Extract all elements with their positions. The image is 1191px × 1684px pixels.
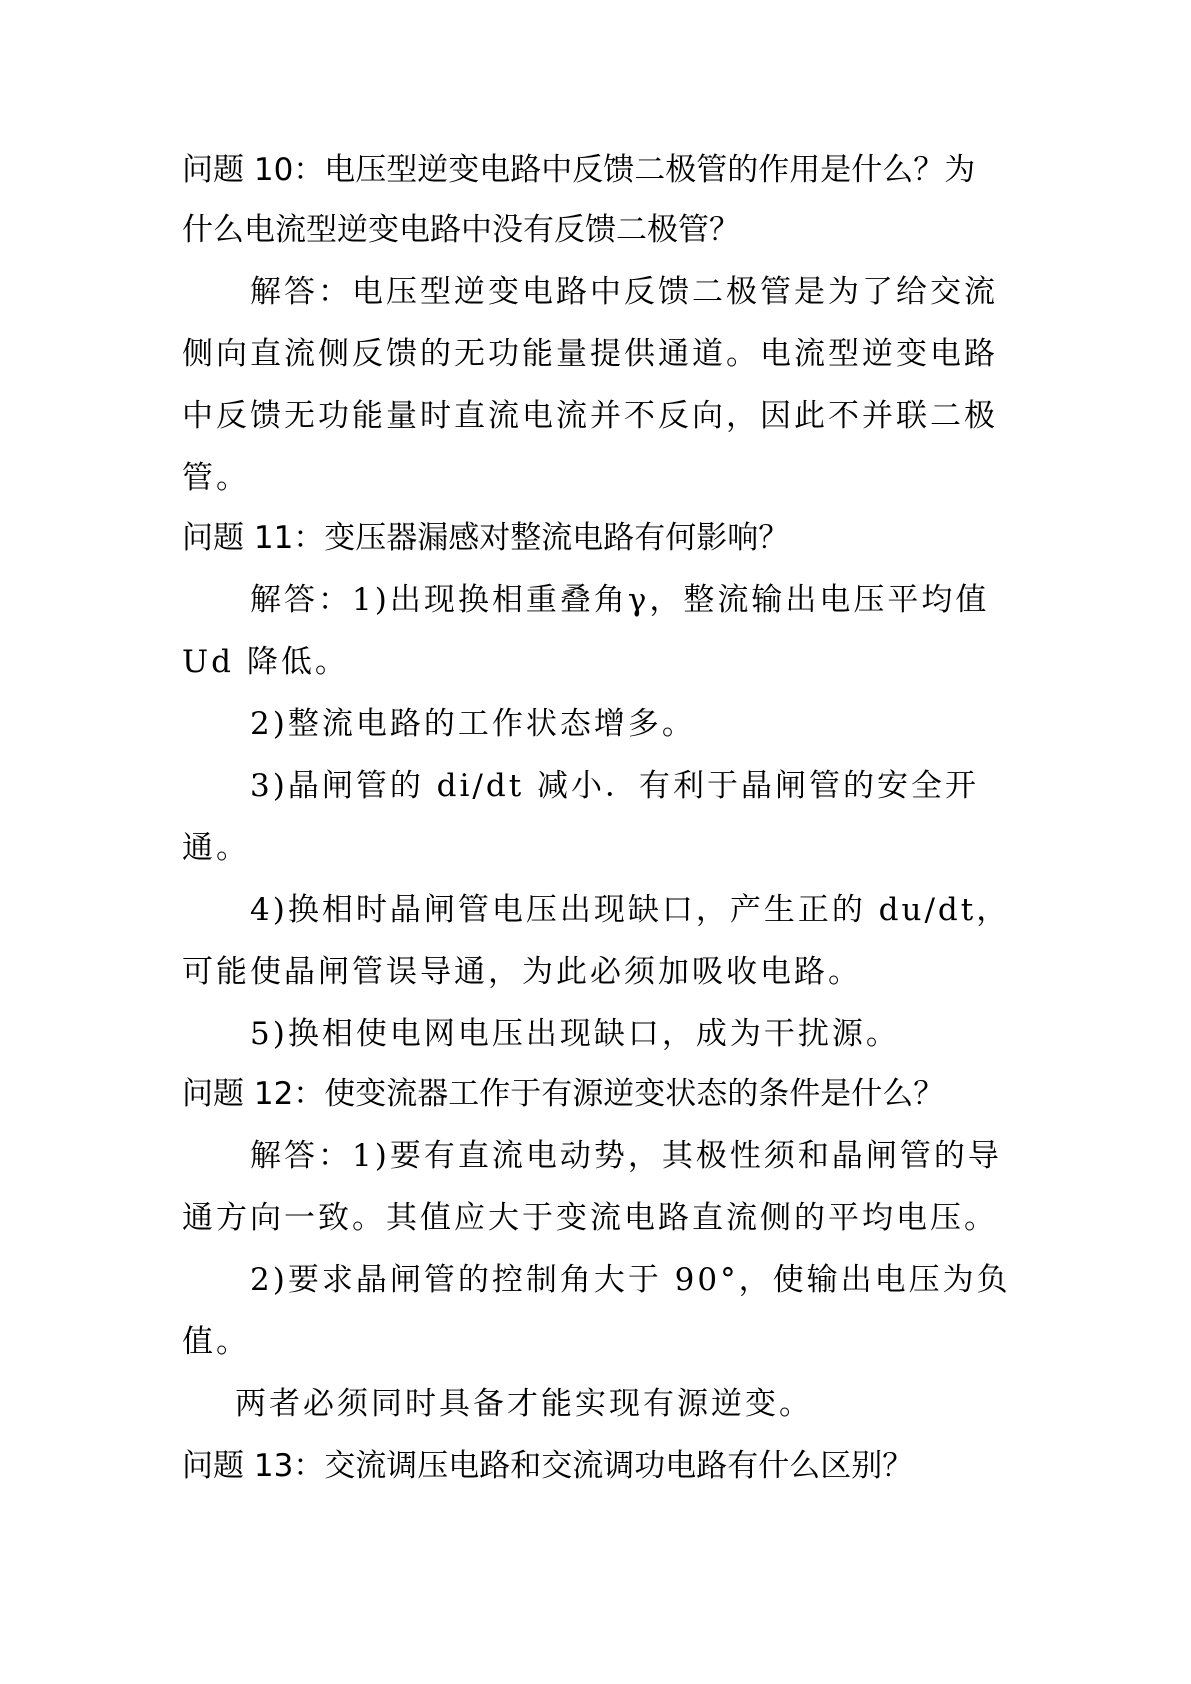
answer-11-item-4-cont: 可能使晶闸管误导通，为此必须加吸收电路。 <box>182 954 862 990</box>
answer-11-item-3: 3)晶闸管的 di/dt 减小．有利于晶闸管的安全开 <box>250 768 980 804</box>
answer-11-item-2: 2)整流电路的工作状态增多。 <box>250 706 696 742</box>
answer-12-item-2: 2)要求晶闸管的控制角大于 90°，使输出电压为负 <box>250 1262 1011 1298</box>
question-13: 问题 13：交流调压电路和交流调功电路有什么区别？ <box>182 1448 914 1484</box>
answer-10-line-1: 解答：电压型逆变电路中反馈二极管是为了给交流 <box>250 274 998 310</box>
answer-12-line-2: 通方向一致。其值应大于变流电路直流侧的平均电压。 <box>182 1200 998 1236</box>
answer-10-line-4: 管。 <box>182 460 250 496</box>
answer-12-line-1: 解答：1)要有直流电动势，其极性须和晶闸管的导 <box>250 1138 1002 1174</box>
answer-11-item-3-cont: 通。 <box>182 830 250 866</box>
answer-12-summary: 两者必须同时具备才能实现有源逆变。 <box>235 1386 813 1422</box>
question-10-line-1: 问题 10：电压型逆变电路中反馈二极管的作用是什么？为 <box>182 152 976 188</box>
question-11: 问题 11：变压器漏感对整流电路有何影响？ <box>182 520 790 556</box>
answer-11-item-5: 5)换相使电网电压出现缺口，成为干扰源。 <box>250 1016 900 1052</box>
answer-10-line-2: 侧向直流侧反馈的无功能量提供通道。电流型逆变电路 <box>182 336 998 372</box>
answer-11-item-4: 4)换相时晶闸管电压出现缺口，产生正的 du/dt， <box>250 892 1011 928</box>
answer-10-line-3: 中反馈无功能量时直流电流并不反向，因此不并联二极 <box>182 398 998 434</box>
question-12: 问题 12：使变流器工作于有源逆变状态的条件是什么？ <box>182 1076 945 1112</box>
answer-11-line-1: 解答：1)出现换相重叠角γ，整流输出电压平均值 <box>250 582 990 618</box>
question-10-line-2: 什么电流型逆变电路中没有反馈二极管？ <box>182 212 740 248</box>
answer-11-line-2: Ud 降低。 <box>182 644 349 680</box>
answer-12-item-2-cont: 值。 <box>182 1324 250 1360</box>
